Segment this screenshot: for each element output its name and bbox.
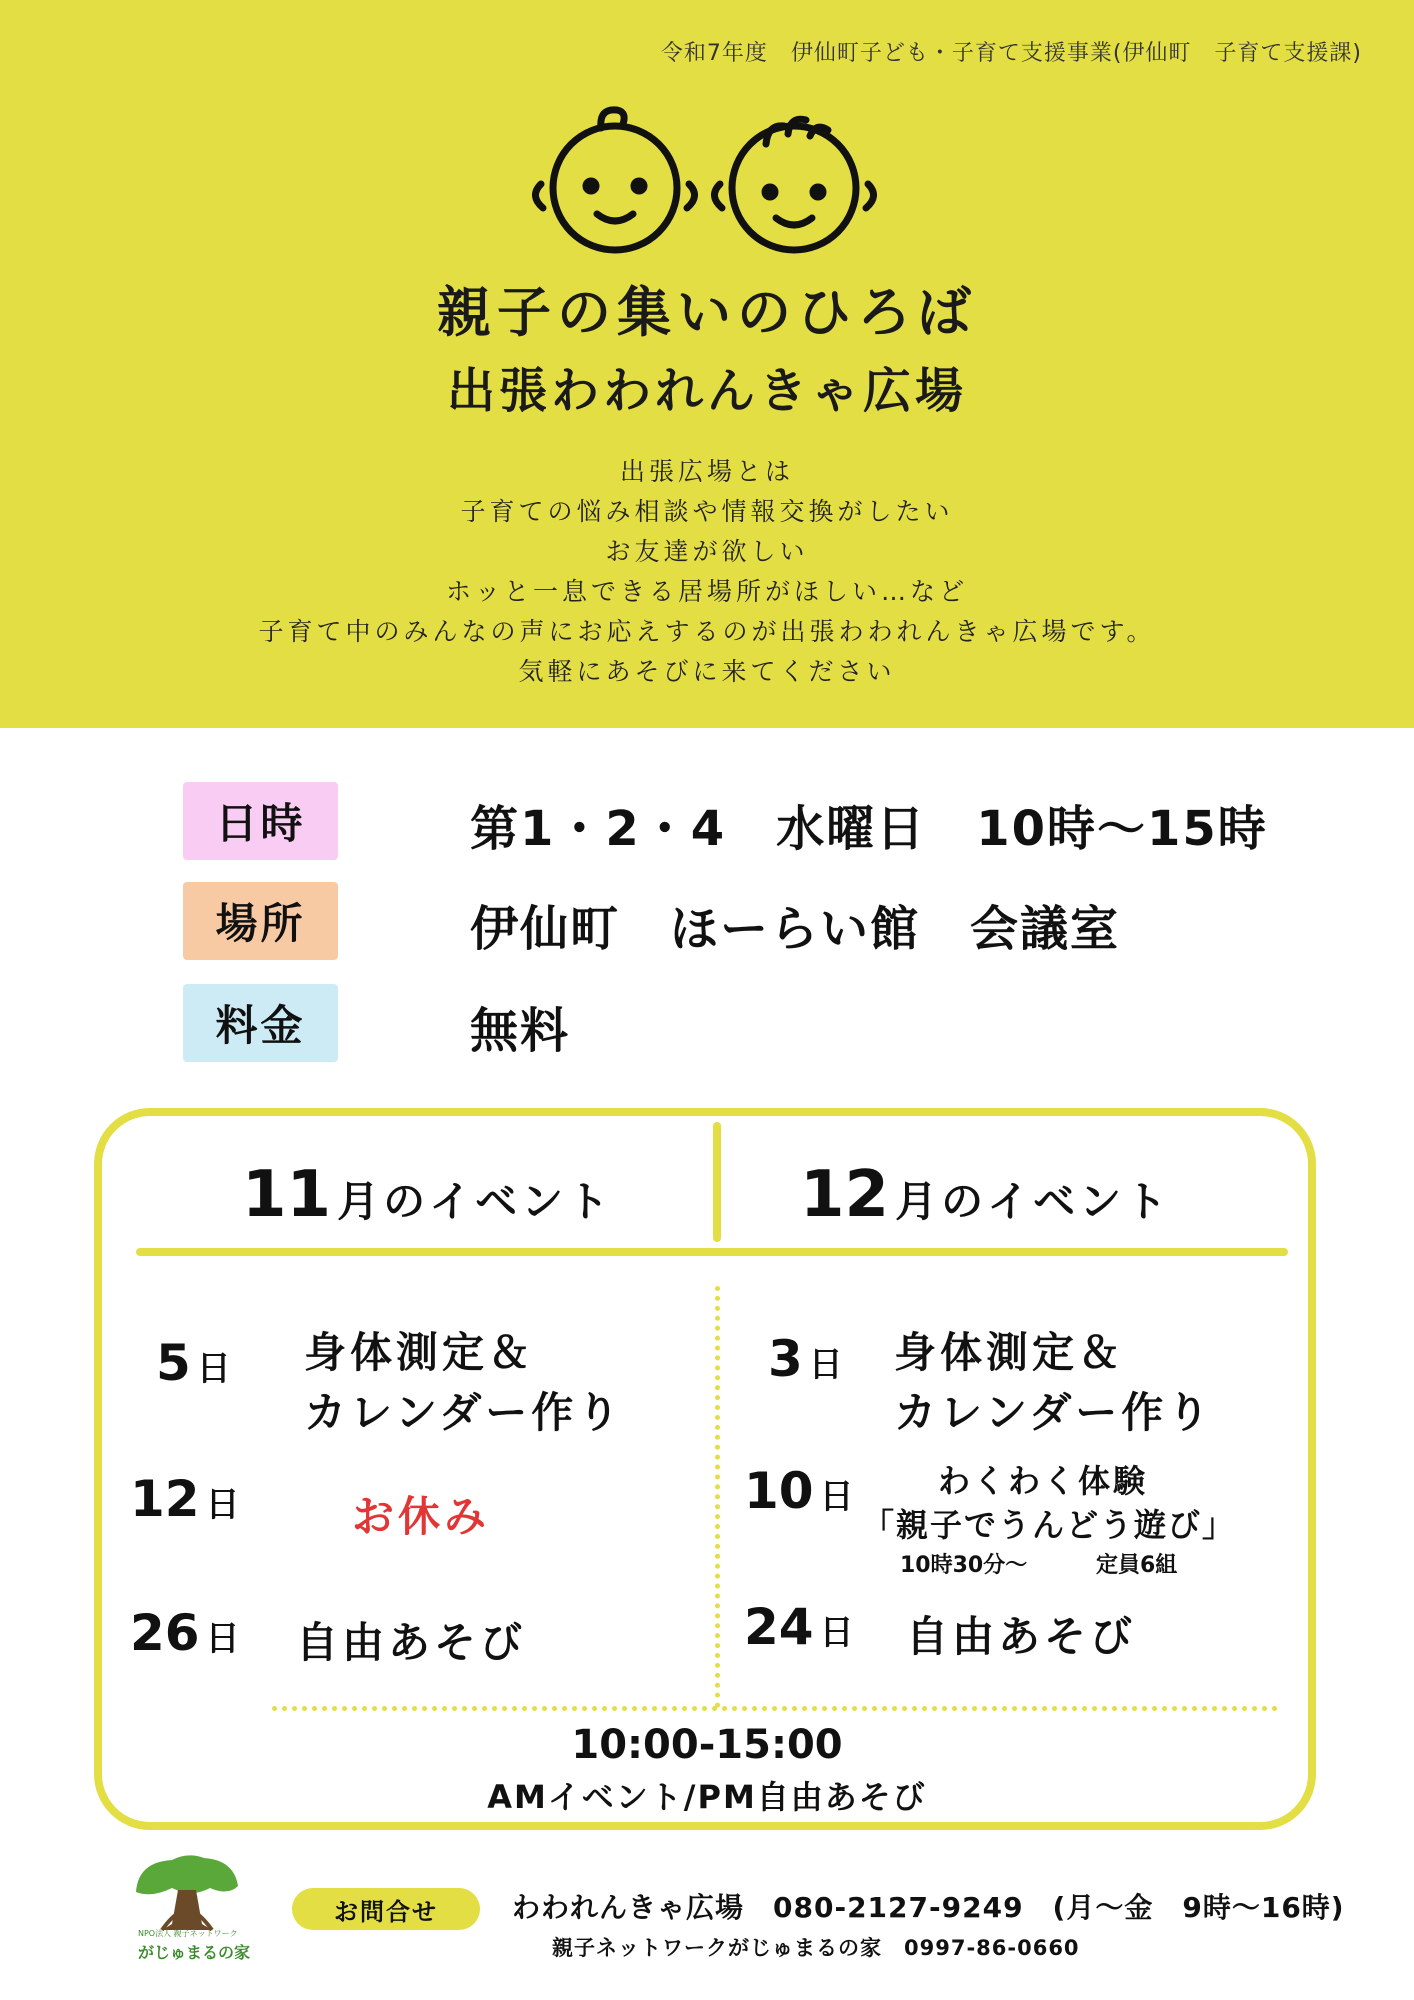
intro-line: 子育ての悩み相談や情報交換がしたい	[460, 497, 954, 526]
place-value: 伊仙町 ほーらい館 会議室	[470, 901, 1121, 957]
place-tag: 場所	[183, 882, 338, 960]
day-number: 26	[130, 1604, 200, 1662]
datetime-tag: 日時	[183, 782, 338, 860]
contact-main: わわれんきゃ広場 080-2127-9249 (月～金 9時～16時)	[512, 1891, 1345, 1924]
datetime-value: 第1・2・4 水曜日 10時～15時	[470, 801, 1268, 857]
column-divider	[715, 1286, 720, 1708]
dec-day-3	[768, 1330, 843, 1388]
header-divider	[713, 1122, 721, 1242]
december-heading	[800, 1158, 1171, 1232]
closed-label: お休み	[352, 1492, 491, 1541]
baby-face-icon-right	[706, 100, 882, 260]
day-number: 12	[130, 1470, 200, 1528]
month-label: 月のイベント	[337, 1177, 614, 1226]
event-title: カレンダー作り	[304, 1388, 624, 1437]
intro-line: お友達が欲しい	[605, 537, 809, 566]
event-title: 身体測定＆	[894, 1328, 1125, 1377]
page-title: 親子の集いのひろば	[437, 281, 977, 344]
footer-divider	[272, 1706, 1278, 1711]
event-title: 身体測定＆	[304, 1328, 535, 1377]
day-unit: 日	[205, 1619, 240, 1659]
logo-org-label: NPO法人 親子ネットワーク	[138, 1929, 238, 1938]
event-title: 「親子でうんどう遊び」	[862, 1506, 1237, 1544]
nov-day-26	[130, 1604, 240, 1662]
day-number: 24	[744, 1598, 814, 1656]
november-heading	[242, 1158, 613, 1232]
dec-day-10	[744, 1462, 854, 1520]
intro-line: ホッと一息できる居場所がほしい…など	[445, 577, 968, 606]
event-title: カレンダー作り	[894, 1388, 1214, 1437]
intro-line: 気軽にあそびに来てください	[518, 657, 896, 686]
month-number: 12	[800, 1158, 890, 1232]
contact-sub: 親子ネットワークがじゅまるの家 0997-86-0660	[552, 1936, 1080, 1960]
baby-face-icon-left	[527, 100, 703, 260]
event-time: 10時30分～	[900, 1553, 1028, 1578]
fee-tag: 料金	[183, 984, 338, 1062]
event-title: 自由あそび	[296, 1618, 527, 1667]
day-unit: 日	[819, 1477, 854, 1517]
header-underline	[136, 1248, 1288, 1256]
contact-label: お問合せ	[292, 1888, 480, 1930]
day-number: 5	[156, 1334, 191, 1392]
intro-line: 子育て中のみんなの声にお応えするのが出張わわれんきゃ広場です。	[258, 617, 1156, 646]
intro-text	[0, 452, 1414, 692]
event-hours: 10:00-15:00	[571, 1722, 843, 1768]
gajumaru-logo	[132, 1852, 251, 1964]
event-capacity: 定員6組	[1096, 1553, 1178, 1578]
day-number: 3	[768, 1330, 803, 1388]
fee-value: 無料	[470, 1003, 571, 1059]
day-unit: 日	[808, 1345, 843, 1385]
program-note: 令和7年度 伊仙町子ども・子育て支援事業(伊仙町 子育て支援課)	[660, 41, 1362, 66]
dec-day-24	[744, 1598, 854, 1656]
day-unit: 日	[196, 1349, 231, 1389]
page-subtitle: 出張わわれんきゃ広場	[446, 363, 967, 419]
event-hours-note: AMイベント/PM自由あそび	[487, 1778, 927, 1816]
event-title: 自由あそび	[906, 1612, 1137, 1661]
logo-name: がじゅまるの家	[138, 1943, 251, 1962]
month-label: 月のイベント	[895, 1177, 1172, 1226]
day-number: 10	[744, 1462, 814, 1520]
nov-day-5	[156, 1334, 231, 1392]
nov-day-12	[130, 1470, 240, 1528]
tree-icon	[132, 1852, 242, 1932]
month-number: 11	[242, 1158, 332, 1232]
intro-line: 出張広場とは	[619, 457, 794, 486]
day-unit: 日	[819, 1613, 854, 1653]
event-title: わくわく体験	[938, 1462, 1149, 1500]
day-unit: 日	[205, 1485, 240, 1525]
